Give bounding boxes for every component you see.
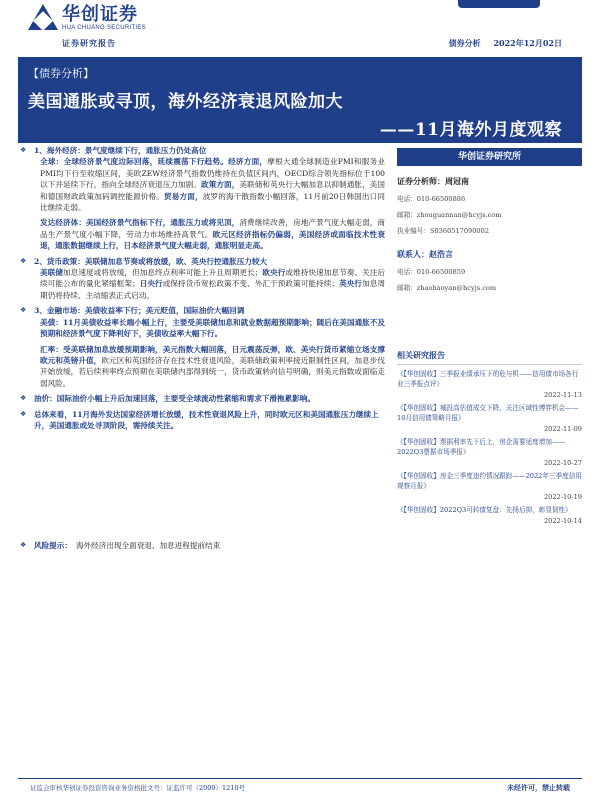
diamond-bullet-icon: ❖ bbox=[20, 306, 27, 315]
institute-header: 华创证券研究所 bbox=[397, 148, 582, 166]
report-item[interactable]: 《【华创固收】城投高估值成交下降，关注区域性博弈机会——10月信用债策略月报》 2022-11-09 bbox=[397, 404, 582, 433]
section-2-paragraph: 美联储加息速度或将放缓，但加息终点利率可能上升且周期更长；欧央行或维持快速加息节奏、关注后续可能公布的量化紧缩框架；日央行或保持货币宽松政策不变、外汇干预政策可能持续；英央行加息周期仍将持续、主动缩表正式启动。 bbox=[40, 268, 386, 300]
report-item[interactable]: 《【华创固收】房企三季度违约情况跟踪——2022年三季度信用观察月报》 2022-10-19 bbox=[397, 472, 582, 501]
section-2-heading: ❖ 2、货币政策：美联储加息节奏或将放缓，欧、英央行控通胀压力较大 bbox=[20, 256, 268, 266]
risk-label: 风险提示： bbox=[34, 541, 72, 550]
banner-tag: 【债券分析】 bbox=[28, 67, 94, 80]
section-3-heading: ❖ 3、金融市场：美债收益率下行；美元贬值，国际油价大幅回调 bbox=[20, 306, 245, 316]
section-conclusion-paragraph: ❖ 总体来看，11月海外发达国家经济增长放缓，技术性衰退风险上升，同时欧元区和美国通胀压力继续上升，美国通胀或处寻顶阶段，需持续关注。 bbox=[20, 409, 379, 430]
header-meta bbox=[439, 38, 562, 49]
contact-title: 联系人：赵浩言 bbox=[397, 249, 453, 259]
company-logo bbox=[28, 4, 146, 32]
footer-divider bbox=[18, 778, 582, 779]
diamond-bullet-icon: ❖ bbox=[20, 256, 27, 265]
report-item[interactable]: 《【华创固收】2022Q3可转债复盘：先扬后抑，彰显韧性》 2022-10-14 bbox=[397, 506, 582, 525]
report-item[interactable]: 《【华创固收】三季报业绩承压下的危与机——信用债市场各行业三季报点评》 2022-11-13 bbox=[397, 370, 582, 399]
risk-warning bbox=[20, 540, 385, 551]
summary-body bbox=[20, 145, 385, 431]
top-tab-decoration bbox=[458, 0, 540, 8]
risk-text: 海外经济出现全面衰退、加息进程提前结束 bbox=[75, 541, 221, 550]
section-1-developed-paragraph: 发达经济体：美国经济景气指标下行，通胀压力或将见顶，消费继续改善，房地产景气度大幅走弱，商品生产景气度小幅下降，劳动力市场维持高景气。欧元区经济指标仍偏弱，美国经济或面临技术性衰退，通胀数据继续上行，日本经济景气度大幅走弱，通胀明显走高。 bbox=[40, 218, 386, 251]
report-subtitle: ——11月海外月度观察 bbox=[379, 120, 562, 140]
diamond-bullet-icon: ❖ bbox=[20, 146, 27, 154]
report-title: 美国通胀或寻顶，海外经济衰退风险加大 bbox=[28, 92, 343, 112]
header-category: 债券分析 bbox=[448, 38, 481, 48]
logo-mark-icon bbox=[28, 4, 58, 32]
diamond-bullet-icon: ❖ bbox=[20, 394, 27, 403]
contact-email[interactable]: 邮箱：zhaohaoyan@hcyjs.com bbox=[397, 284, 497, 292]
sidebar bbox=[397, 148, 582, 525]
analyst-tel: 电话：010-66500886 bbox=[397, 195, 466, 203]
analyst-email[interactable]: 邮箱：zhouguannan@hcyjs.com bbox=[397, 211, 502, 219]
header-report-type: 证券研究报告 bbox=[62, 38, 116, 48]
report-item[interactable]: 《【华创固收】票据利率先下后上，房企需要适度增加——2022Q3票据市场季报》 2022-10-27 bbox=[397, 438, 582, 467]
contact-tel: 电话：010-66500859 bbox=[397, 268, 466, 276]
related-reports-title: 相关研究报告 bbox=[397, 350, 582, 365]
title-banner bbox=[18, 57, 582, 143]
section-1-heading: ❖ 1、海外经济：景气度继续下行，通胀压力仍处高位 bbox=[20, 146, 207, 155]
footer-copyright: 未经许可，禁止转载 bbox=[507, 783, 570, 792]
section-3-treasury-paragraph: 美债：11月美债收益率长端小幅上行，主要受美联储加息和就业数据超预期影响；随后在美国通胀不及预期和经济景气度下降利好下，美债收益率大幅下行。 bbox=[40, 317, 386, 339]
diamond-bullet-icon: ❖ bbox=[20, 541, 27, 549]
header-date: 2022年12月02日 bbox=[493, 38, 562, 48]
footer-license: 证监会审核华创证券投资咨询业务资格批文号：证监许可（2009）1210号 bbox=[30, 784, 246, 792]
analyst-title: 证券分析师：周冠南 bbox=[397, 176, 469, 186]
diamond-bullet-icon: ❖ bbox=[20, 409, 27, 418]
section-oil-paragraph: ❖ 油价：国际油价小幅上升后加速回落，主要受全球流动性紧缩和需求下滑拖累影响。 bbox=[20, 394, 315, 404]
logo-en-text: HUA CHUANG SECURITIES bbox=[62, 25, 146, 31]
section-3-fx-paragraph: 汇率：受美联储加息放缓预期影响，美元指数大幅回落，日元震荡反弹，欧、美央行货币紧缩立场支撑欧元和英镑升值，欧元区和英国经济存在技术性衰退风险，美联储政策利率接近限制性区间，加息步伐开始放缓，若后续利率终点预期在美联储内部得到统一，货币政策转向信号明确，则美元指数或面临走弱风险。 bbox=[40, 344, 386, 388]
section-1-global-paragraph: 全球：全球经济景气度边际回落，延续震荡下行趋势。经济方面，摩根大通全球制造业PMI和服务业PMI均下行至收缩区间，美欧ZEW经济景气指数仍维持在负值区间内，OECD综合领先指标位于100以下并延续下行，指向全球经济衰退压力加剧。政策方面，美联储和英央行大幅加息以抑制通胀，美国和德国财政政策加码调控能源价格。贸易方面，波罗的海干散指数小幅回落，11月前20日韩国出口同比继续走弱。 bbox=[40, 157, 386, 213]
analyst-cert: 执业编号：S0360517090002 bbox=[397, 227, 490, 235]
logo-cn-text: 华创证券 bbox=[62, 4, 138, 25]
